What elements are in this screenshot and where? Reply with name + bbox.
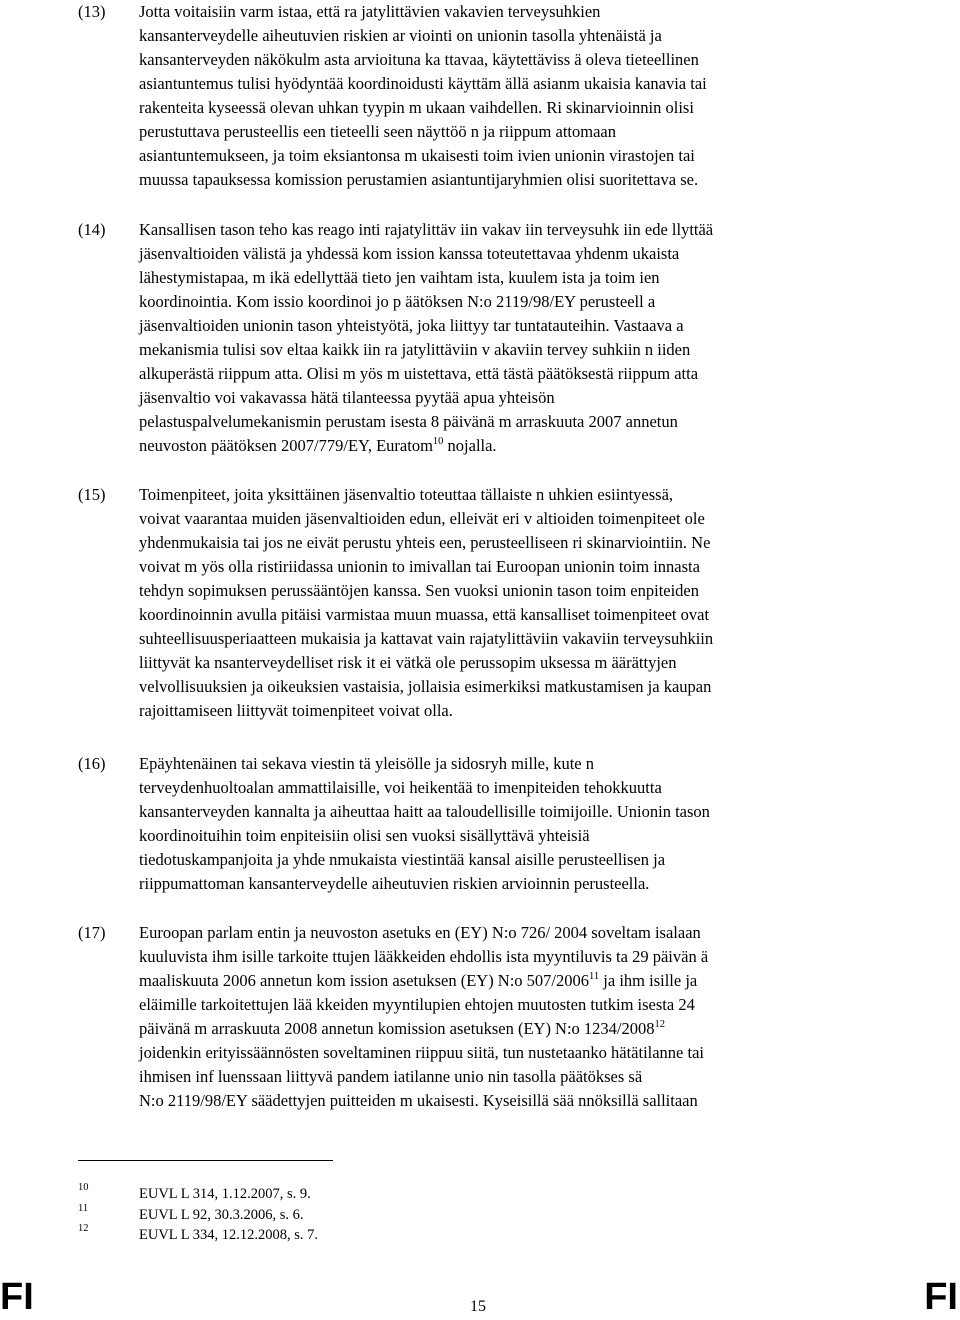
- footnote-number: 10: [78, 1182, 89, 1193]
- page-number: 15: [470, 1298, 486, 1315]
- language-code-right: FI: [924, 1276, 958, 1318]
- text-line: voivat m yös olla ristiriidassa unionin to imivallan tai Euroopan unionin toim innasta: [139, 557, 700, 576]
- footnote-ref: 11: [589, 971, 600, 982]
- footnote-divider: [78, 1160, 333, 1161]
- footnote-text: EUVL L 92, 30.3.2006, s. 6.: [139, 1207, 304, 1223]
- text-line: tiedotuskampanjoita ja yhde nmukaista viestintää kansal aisille perusteellisen ja: [139, 850, 666, 869]
- text-line: yhdenmukaisia tai jos ne eivät perustu yhteis een, perusteelliseen ri skinarviointiin. Ne: [139, 533, 711, 552]
- footnote-number: 11: [78, 1203, 89, 1214]
- text-line: Toimenpiteet, joita yksittäinen jäsenvaltio toteuttaa tällaiste n uhkien esiintyessä,: [139, 485, 674, 504]
- text-line: pelastuspalvelumekanismin perustam isesta 8 päivänä m arraskuuta 2007 annetun: [139, 412, 678, 431]
- text-line: jäsenvaltio voi vakavassa hätä tilanteessa pyytää apua yhteisön: [139, 388, 555, 407]
- language-code-left: FI: [0, 1276, 34, 1318]
- text-line: riippumattoman kansanterveydelle aiheutuvien riskien arvioinnin perusteella.: [139, 874, 650, 893]
- text-line: Jotta voitaisiin varm istaa, että ra jatylittävien vakavien terveysuhkien: [139, 2, 601, 21]
- text-line: rakenteita kyseessä olevan uhkan tyypin m ukaan vaihdellen. Ri skinarvioinnin olisi: [139, 98, 694, 117]
- text-line: suhteellisuusperiaatteen mukaisia ja kattavat vain rajatylittäviin vakaviin terveysuhkiin: [139, 629, 714, 648]
- paragraph-number: (17): [78, 923, 106, 942]
- text-line: kansanterveyden kannalta ja aiheuttaa haitt aa taloudellisille toimijoille. Unionin tason: [139, 802, 710, 821]
- text-line: koordinoinnin avulla pitäisi varmistaa muun muassa, että kansalliset toimenpiteet ovat: [139, 605, 710, 624]
- text-line: Euroopan parlam entin ja neuvoston asetuks en (EY) N:o 726/ 2004 soveltam isalaan: [139, 923, 701, 942]
- text-line: [139, 969, 697, 993]
- text-line: Kansallisen tason teho kas reago inti rajatylittäv iin vakav iin terveysuhk iin ede llyttää: [139, 220, 714, 239]
- text-segment: nojalla.: [443, 436, 497, 455]
- text-line: kuuluvista ihm isille tarkoite ttujen lääkkeiden ehdollis ista myyntiluvis ta 29 päivän ä: [139, 947, 709, 966]
- text-line: muussa tapauksessa komission perustamien asiantuntijaryhmien olisi suoritettava se.: [139, 170, 699, 189]
- text-line: asiantuntemus tulisi hyödyntää koordinoidusti käyttäm ällä asianm ukaisia kanavia tai: [139, 74, 707, 93]
- text-line: lähestymistapaa, m ikä edellyttää tieto jen vaihtam ista, kuulem ista ja toim ien: [139, 268, 660, 287]
- text-line: tehdyn sopimuksen perussääntöjen kanssa. Sen vuoksi unionin tason toim enpiteiden: [139, 581, 700, 600]
- text-line: asiantuntemukseen, ja toim eksiantonsa m ukaisesti toim ivien unionin virastojen tai: [139, 146, 695, 165]
- footnote-11: [0, 1203, 960, 1227]
- footnote-ref: 10: [432, 436, 444, 447]
- text-segment: päivänä m arraskuuta 2008 annetun komission asetuksen (EY) N:o 1234/2008: [139, 1019, 655, 1038]
- text-line: koordinointia. Kom issio koordinoi jo p äätöksen N:o 2119/98/EY perusteell a: [139, 292, 656, 311]
- footnote-ref: 12: [654, 1019, 666, 1030]
- text-line: kansanterveyden näkökulm asta arvioituna ka ttavaa, käytettäviss ä oleva tieteellinen: [139, 50, 699, 69]
- text-segment: neuvoston päätöksen 2007/779/EY, Euratom: [139, 436, 433, 455]
- text-line: mekanismia tulisi sov eltaa kaikk iin ra jatylittäviin v akaviin tervey suhkiin n iiden: [139, 340, 691, 359]
- text-segment: maaliskuuta 2006 annetun kom ission asetuksen (EY) N:o 507/2006: [139, 971, 590, 990]
- text-line: velvollisuuksien ja oikeuksien vastaisia, jollaisia esimerkiksi matkustamisen ja kaupan: [139, 677, 712, 696]
- text-line: joidenkin erityissäännösten soveltaminen riippuu siitä, tun nustetaanko hätätilanne tai: [139, 1043, 704, 1062]
- text-line: jäsenvaltioiden välistä ja yhdessä kom ission kanssa toteutettavaa yhdenm ukaista: [139, 244, 680, 263]
- text-line: Epäyhtenäinen tai sekava viestin tä yleisölle ja sidosryh mille, kute n: [139, 754, 595, 773]
- text-line: rajoittamiseen liittyvät toimenpiteet voivat olla.: [139, 701, 453, 720]
- text-line: kansanterveydelle aiheutuvien riskien ar viointi on unionin tasolla yhtenäistä ja: [139, 26, 662, 45]
- text-line: liittyvät ka nsanterveydelliset risk it ei vätkä ole perussopim uksessa m äärättyjen: [139, 653, 677, 672]
- text-line: koordinoituihin toim enpiteisiin olisi sen vuoksi sisällyttävä yhteisiä: [139, 826, 590, 845]
- text-line: ihmisen inf luenssaan liittyvä pandem iatilanne unio nin tasolla päätökses sä: [139, 1067, 643, 1086]
- footnote-number: 12: [78, 1223, 89, 1234]
- text-line: jäsenvaltioiden unionin tason yhteistyötä, joka liittyy tar tuntatauteihin. Vastaava a: [139, 316, 684, 335]
- footnote-12: [0, 1223, 960, 1247]
- text-line: N:o 2119/98/EY säädettyjen puitteiden m ukaisesti. Kyseisillä sää nnöksillä sallitaan: [139, 1091, 698, 1110]
- paragraph-number: (14): [78, 220, 106, 239]
- text-line: terveydenhuoltoalan ammattilaisille, voi heikentää to imenpiteiden tehokkuutta: [139, 778, 662, 797]
- paragraph-number: (16): [78, 754, 106, 773]
- footnote-10: [0, 1182, 960, 1206]
- text-line: alkuperästä riippum atta. Olisi m yös m uistettava, että tästä päätöksestä riippum atta: [139, 364, 699, 383]
- footnote-text: EUVL L 314, 1.12.2007, s. 9.: [139, 1186, 311, 1202]
- text-line: perustuttava perusteellis een tieteelli seen näyttöö n ja riippum attomaan: [139, 122, 616, 141]
- text-line: [139, 434, 497, 458]
- paragraph-number: (15): [78, 485, 106, 504]
- text-segment: ja ihm isille ja: [599, 971, 698, 990]
- text-line: voivat vaarantaa muiden jäsenvaltioiden edun, elleivät eri v altioiden toimenpiteet ole: [139, 509, 705, 528]
- paragraph-number: (13): [78, 2, 106, 21]
- footnote-text: EUVL L 334, 12.12.2008, s. 7.: [139, 1227, 318, 1243]
- text-line: eläimille tarkoitettujen lää kkeiden myyntilupien ehtojen muutosten tutkim isesta 24: [139, 995, 695, 1014]
- text-line: [139, 1017, 665, 1041]
